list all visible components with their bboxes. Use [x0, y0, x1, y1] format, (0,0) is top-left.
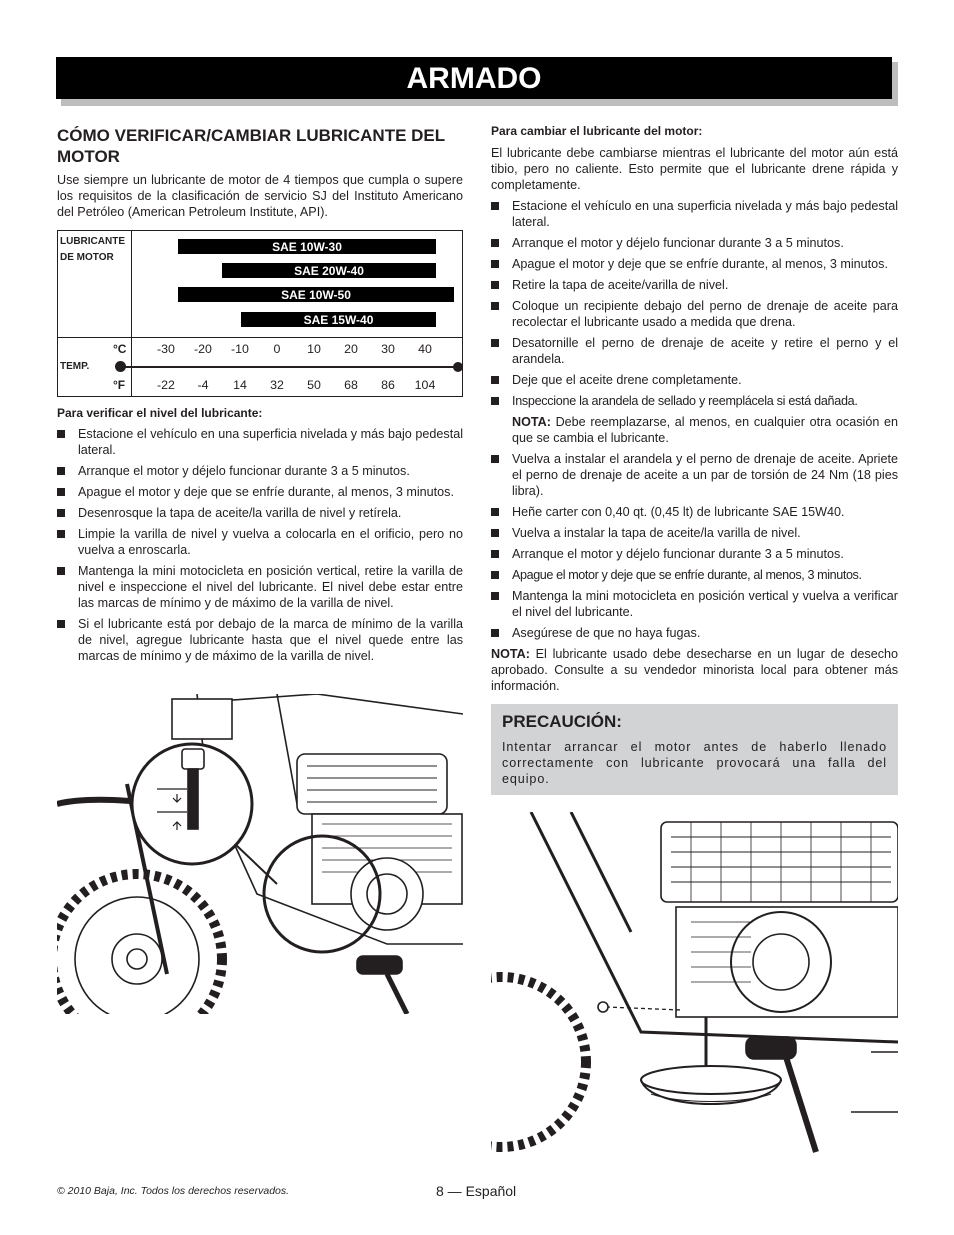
list-item — [57, 616, 463, 664]
tick-c: 10 — [307, 342, 321, 356]
list-item — [491, 625, 898, 641]
list-item — [491, 546, 898, 562]
bullet-square-icon — [491, 508, 499, 516]
note-label: NOTA: — [512, 415, 551, 429]
temperature-scale-line — [120, 366, 458, 368]
caution-box — [491, 704, 898, 795]
section-heading: CÓMO VERIFICAR/CAMBIAR LUBRICANTE DEL MOTOR — [57, 126, 445, 166]
change-oil-steps — [491, 198, 898, 641]
chart-divider-horizontal — [58, 337, 462, 338]
tick-c: 0 — [273, 342, 281, 356]
step-text: Desenrosque la tapa de aceite/la varilla de nivel y retírela. — [78, 506, 402, 520]
list-item — [491, 335, 898, 367]
step-text: Arranque el motor y déjelo funcionar durante 3 a 5 minutos. — [512, 547, 844, 561]
tick-c: 40 — [418, 342, 432, 356]
bar-sae-20w-40: SAE 20W-40 — [222, 263, 436, 278]
step-text: Arranque el motor y déjelo funcionar durante 3 a 5 minutos. — [78, 464, 410, 478]
tick-c: 30 — [381, 342, 395, 356]
tick-c: -20 — [194, 342, 212, 356]
step-text: Estacione el vehículo en una superficia nivelada y más bajo pedestal lateral. — [78, 427, 463, 457]
bullet-square-icon — [491, 592, 499, 600]
intro-paragraph: Use siempre un lubricante de motor de 4 tiempos que cumpla o supere los requisitos de la clasificación de servicio SJ del Instituto Americano del Petróleo (American Petroleum Institute, API). — [57, 173, 463, 219]
chart-label-temp: TEMP. — [60, 361, 90, 372]
bullet-square-icon — [491, 376, 499, 384]
list-item — [57, 463, 463, 479]
tick-f: 50 — [307, 378, 321, 392]
list-item — [57, 563, 463, 611]
step-text: Vuelva a instalar la tapa de aceite/la varilla de nivel. — [512, 526, 801, 540]
tick-f: 68 — [344, 378, 358, 392]
tick-f: 86 — [381, 378, 395, 392]
list-item — [491, 235, 898, 251]
bullet-square-icon — [491, 571, 499, 579]
mini-bike-drain-drawing — [491, 812, 898, 1172]
note-label: NOTA: — [491, 647, 530, 661]
step-text: Coloque un recipiente debajo del perno de drenaje de aceite para recolectar el lubricante usado a medida que drena. — [512, 299, 898, 329]
caution-text: Intentar arrancar el motor antes de haberlo llenado correctamente con lubricante provocará una falla del equipo. — [502, 740, 887, 786]
list-item — [491, 198, 898, 230]
step-text: Apague el motor y deje que se enfríe durante, al menos, 3 minutos. — [512, 257, 888, 271]
chart-label-de-motor: DE MOTOR — [60, 252, 114, 263]
note-text: El lubricante usado debe desecharse en un lugar de desecho aprobado. Consulte a su vendedor minorista local para obtener más información. — [491, 647, 898, 693]
list-item — [57, 484, 463, 500]
disposal-note — [491, 646, 898, 694]
step-text: Si el lubricante está por debajo de la marca de mínimo de la varilla de nivel, agregue lubricante hasta que el nivel quede entre las marcas de mínimo y de máximo de la varilla de nivel. — [78, 617, 463, 663]
step-text: Inspeccione la arandela de sellado y reemplácela si está dañada. — [512, 394, 858, 408]
list-item — [491, 504, 898, 520]
tick-f: -22 — [157, 378, 175, 392]
left-column — [57, 125, 463, 669]
list-item — [491, 372, 898, 388]
right-column — [491, 124, 898, 795]
page-number: 8 — Español — [436, 1183, 517, 1199]
bullet-square-icon — [491, 455, 499, 463]
bullet-square-icon — [57, 430, 65, 438]
tick-f: 14 — [233, 378, 247, 392]
tick-c: -30 — [157, 342, 175, 356]
bullet-square-icon — [491, 202, 499, 210]
step-text: Apague el motor y deje que se enfríe durante, al menos, 3 minutos. — [512, 568, 862, 582]
scale-dot-right — [453, 362, 463, 372]
bullet-square-icon — [57, 509, 65, 517]
step-text: Mantenga la mini motocicleta en posición vertical y vuelva a verificar el nivel del lubricante. — [512, 589, 898, 619]
step-text: Apague el motor y deje que se enfríe durante, al menos, 3 minutos. — [78, 485, 454, 499]
scale-dot-left — [115, 361, 126, 372]
bar-sae-15w-40: SAE 15W-40 — [241, 312, 436, 327]
list-item — [491, 451, 898, 499]
list-item — [491, 588, 898, 620]
bar-sae-10w-50: SAE 10W-50 — [178, 287, 454, 302]
step-text: Desatornille el perno de drenaje de aceite y retire el perno y el arandela. — [512, 336, 898, 366]
note-item — [491, 414, 898, 446]
step-text: Mantenga la mini motocicleta en posición vertical, retire la varilla de nivel e inspeccione el nivel del lubricante. El nivel debe estar entre las marcas de mínimo y de máximo de la varilla de nivel. — [78, 564, 463, 610]
bullet-square-icon — [491, 629, 499, 637]
tick-f: -4 — [197, 378, 209, 392]
list-item — [57, 426, 463, 458]
bullet-square-icon — [491, 339, 499, 347]
tick-f: 32 — [270, 378, 284, 392]
bullet-square-icon — [57, 467, 65, 475]
list-item — [491, 277, 898, 293]
list-item — [491, 525, 898, 541]
page-banner: ARMADO — [56, 57, 892, 99]
change-oil-heading: Para cambiar el lubricante del motor: — [491, 124, 703, 138]
unit-fahrenheit: °F — [113, 378, 126, 392]
tick-c: -10 — [231, 342, 249, 356]
step-text: Arranque el motor y déjelo funcionar durante 3 a 5 minutos. — [512, 236, 844, 250]
chart-divider-vertical — [131, 231, 132, 396]
note-text: Debe reemplazarse, al menos, en cualquier otra ocasión en que se cambia el lubricante. — [512, 415, 898, 445]
bullet-square-icon — [491, 397, 499, 405]
step-text: Estacione el vehículo en una superficia nivelada y más bajo pedestal lateral. — [512, 199, 898, 229]
step-text: Heñe carter con 0,40 qt. (0,45 lt) de lubricante SAE 15W40. — [512, 505, 845, 519]
chart-label-lubricante: LUBRICANTE — [60, 236, 125, 247]
list-item — [57, 526, 463, 558]
step-text: Limpie la varilla de nivel y vuelva a colocarla en el orificio, pero no vuelva a enroscarla. — [78, 527, 463, 557]
copyright-text: © 2010 Baja, Inc. Todos los derechos reservados. — [57, 1185, 290, 1197]
change-oil-intro: El lubricante debe cambiarse mientras el lubricante del motor aún está tibio, pero no caliente. Esto permite que el lubricante drene rápida y completamente. — [491, 146, 898, 192]
list-item — [57, 505, 463, 521]
step-text: Retire la tapa de aceite/varilla de nivel. — [512, 278, 729, 292]
dipstick-illustration — [57, 694, 463, 1014]
bar-sae-10w-30: SAE 10W-30 — [178, 239, 436, 254]
check-level-steps — [57, 426, 463, 664]
step-text: Deje que el aceite drene completamente. — [512, 373, 742, 387]
tick-c: 20 — [344, 342, 358, 356]
bullet-square-icon — [491, 260, 499, 268]
check-level-heading: Para verificar el nivel del lubricante: — [57, 406, 263, 420]
oil-drain-illustration — [491, 812, 898, 1172]
list-item — [491, 256, 898, 272]
list-item — [491, 298, 898, 330]
oil-viscosity-chart — [57, 230, 463, 397]
caution-title: PRECAUCIÓN: — [502, 712, 622, 731]
list-item — [491, 567, 898, 583]
step-text: Asegúrese de que no haya fugas. — [512, 626, 701, 640]
bullet-square-icon — [57, 620, 65, 628]
bullet-square-icon — [57, 530, 65, 538]
bullet-square-icon — [491, 239, 499, 247]
list-item — [491, 393, 898, 409]
step-text: Vuelva a instalar el arandela y el perno de drenaje de aceite. Apriete el perno de drenaje de aceite a un par de torsión de 24 Nm (18 pies libra). — [512, 452, 898, 498]
tick-f: 104 — [414, 378, 436, 392]
bullet-square-icon — [491, 550, 499, 558]
bullet-square-icon — [57, 488, 65, 496]
mini-bike-dipstick-drawing — [57, 694, 463, 1014]
bullet-square-icon — [491, 281, 499, 289]
unit-celsius: °C — [113, 342, 127, 356]
bullet-square-icon — [57, 567, 65, 575]
bullet-square-icon — [491, 529, 499, 537]
bullet-square-icon — [491, 302, 499, 310]
